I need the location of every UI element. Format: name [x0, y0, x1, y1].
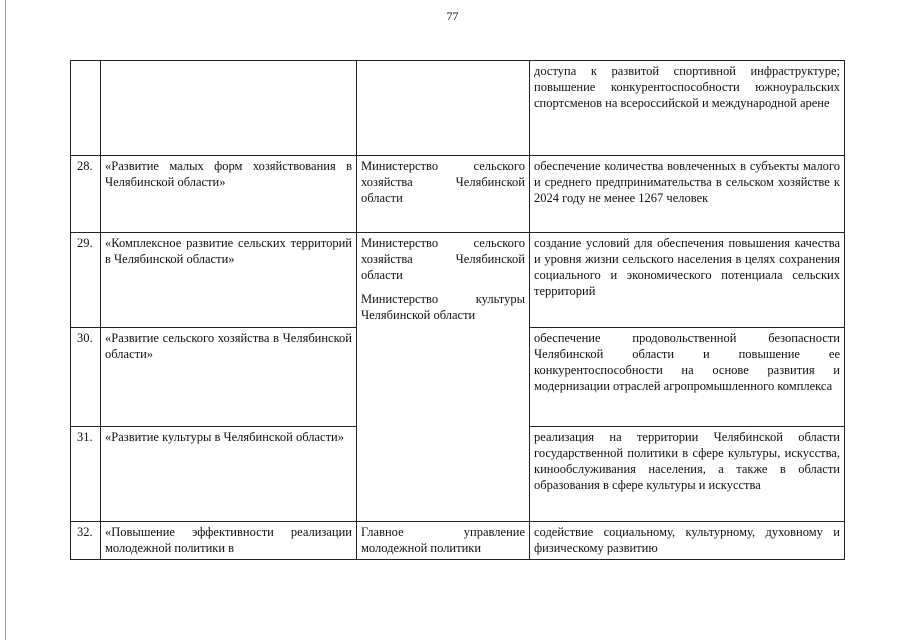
- page-number: 77: [446, 9, 459, 23]
- ministry-cell: [357, 61, 530, 156]
- number-cell: [71, 61, 101, 156]
- goal-cell: реализация на территории Челябинской области государственной политики в сфере культуры, искусства, кинообслуживания населения, а также в области образования в сфере культуры и искусства: [530, 427, 845, 522]
- ministry-cell: Министерство сельского хозяйства Челябинской области: [357, 156, 530, 233]
- goal-text: содействие социальному, культурному, духовному и физическому развитию: [534, 525, 840, 555]
- goal-cell: обеспечение количества вовлеченных в субъекты малого и среднего предпринимательства в сельском хозяйстве к 2024 году не менее 1267 человек: [530, 156, 845, 233]
- program-cell: «Развитие сельского хозяйства в Челябинской области»: [101, 328, 357, 427]
- goal-cell: создание условий для обеспечения повышения качества и уровня жизни сельского населения в целях сохранения социального и экономического потенциала сельских территорий: [530, 233, 845, 328]
- ministry-name: Главное управление молодежной политики: [361, 525, 525, 555]
- number-cell: 30.: [71, 328, 101, 427]
- goal-cell: [530, 522, 845, 560]
- number-cell: 29.: [71, 233, 101, 328]
- ministry-name: Министерство сельского хозяйства Челябинской области: [361, 236, 525, 282]
- program-cell: [101, 61, 357, 156]
- table-row: [71, 61, 845, 156]
- program-name: «Повышение эффективности реализации молодежной политики в: [105, 525, 352, 555]
- program-cell: «Развитие культуры в Челябинской области»: [101, 427, 357, 522]
- table-row: [71, 233, 845, 328]
- number-cell: [71, 522, 101, 560]
- table-row: [71, 522, 845, 560]
- ministry-cell: [357, 233, 530, 522]
- goal-cell: доступа к развитой спортивной инфраструктуре; повышение конкурентоспособности южноуральских спортсменов на всероссийской и международной арене: [530, 61, 845, 156]
- ministry-name: Министерство культуры Челябинской области: [361, 292, 525, 322]
- ministry-cell: [357, 522, 530, 560]
- program-cell: [101, 522, 357, 560]
- number-cell: 31.: [71, 427, 101, 522]
- programs-table: [70, 60, 845, 560]
- program-cell: «Развитие малых форм хозяйствования в Челябинской области»: [101, 156, 357, 233]
- page-left-border: [5, 0, 6, 640]
- table-row: [71, 156, 845, 233]
- goal-cell: обеспечение продовольственной безопасности Челябинской области и повышение ее конкурентоспособности на основе развития и модернизации отраслей агропромышленного комплекса: [530, 328, 845, 427]
- program-cell: «Комплексное развитие сельских территорий в Челябинской области»: [101, 233, 357, 328]
- row-number: 32.: [77, 525, 93, 539]
- number-cell: 28.: [71, 156, 101, 233]
